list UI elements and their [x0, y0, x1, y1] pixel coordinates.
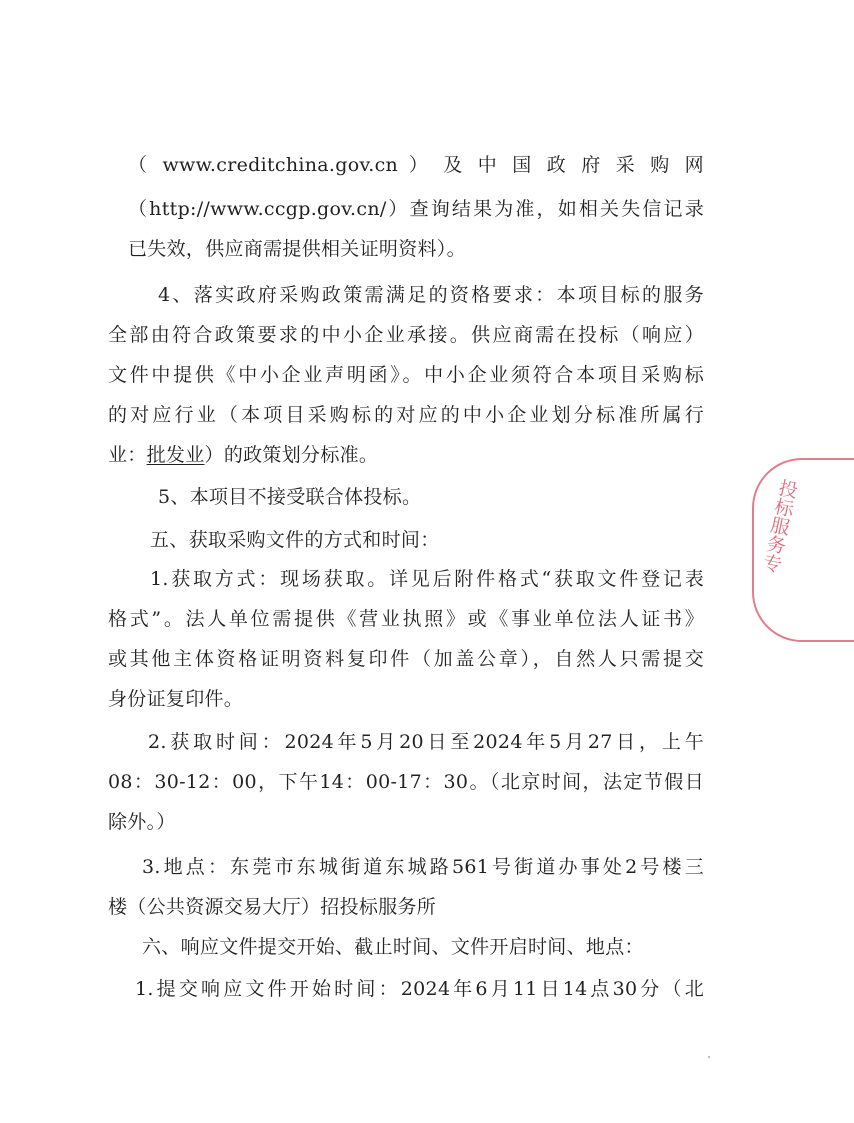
line-industry-standard: 的对应行业（本项目采购标的对应的中小企业划分标准所属行 [108, 404, 704, 426]
line-sme-declaration: 文件中提供《中小企业声明函》。中小企业须符合本项目采购标 [108, 364, 704, 386]
industry-prefix: 业： [108, 444, 147, 466]
item-1-acquisition-method: 1.获取方式：现场获取。详见后附件格式“获取文件登记表 [150, 568, 704, 590]
line-sme-undertaking: 全部由符合政策要求的中小企业承接。供应商需在投标（响应） [108, 324, 704, 346]
industry-value: 批发业 [146, 444, 205, 466]
item-5-no-consortium: 5、本项目不接受联合体投标。 [158, 486, 422, 508]
item-1-submission-start: 1.提交响应文件开始时间：2024年6月11日14点30分（北 [135, 978, 704, 1000]
seal-text: 投标服务专 [758, 476, 800, 575]
item-3-location: 3.地点：东莞市东城街道东城路561号街道办事处2号楼三 [142, 856, 704, 878]
official-seal [752, 458, 854, 642]
line-office-hours: 08：30-12：00，下午14：00-17：30。（北京时间，法定节假日 [108, 771, 704, 793]
line-credit-record-note: 已失效，供应商需提供相关证明资料）。 [128, 238, 466, 260]
line-trading-hall: 楼（公共资源交易大厅）招投标服务所 [108, 896, 437, 918]
scan-speck [708, 1056, 710, 1058]
line-creditchina-url: （ www.creditchina.gov.cn ） 及 中 国 政 府 采 购 网 [128, 154, 704, 176]
industry-suffix: ）的政策划分标准。 [204, 444, 379, 466]
line-industry-wholesale [108, 446, 378, 465]
line-holidays-excluded: 除外。） [108, 811, 176, 833]
line-qualification-copy: 或其他主体资格证明资料复印件（加盖公章），自然人只需提交 [108, 648, 704, 670]
line-id-copy: 身份证复印件。 [108, 688, 244, 710]
item-4-policy-requirement: 4、落实政府采购政策需满足的资格要求：本项目标的服务 [158, 284, 704, 306]
section-5-heading: 五、获取采购文件的方式和时间： [150, 529, 440, 551]
line-ccgp-url: （http://www.ccgp.gov.cn/）查询结果为准，如相关失信记录 [128, 198, 704, 220]
section-6-heading: 六、响应文件提交开始、截止时间、文件开启时间、地点： [142, 936, 644, 958]
item-2-acquisition-time: 2.获取时间：2024年5月20日至2024年5月27日，上午 [148, 731, 704, 753]
line-business-license: 格式”。法人单位需提供《营业执照》或《事业单位法人证书》 [108, 608, 704, 630]
